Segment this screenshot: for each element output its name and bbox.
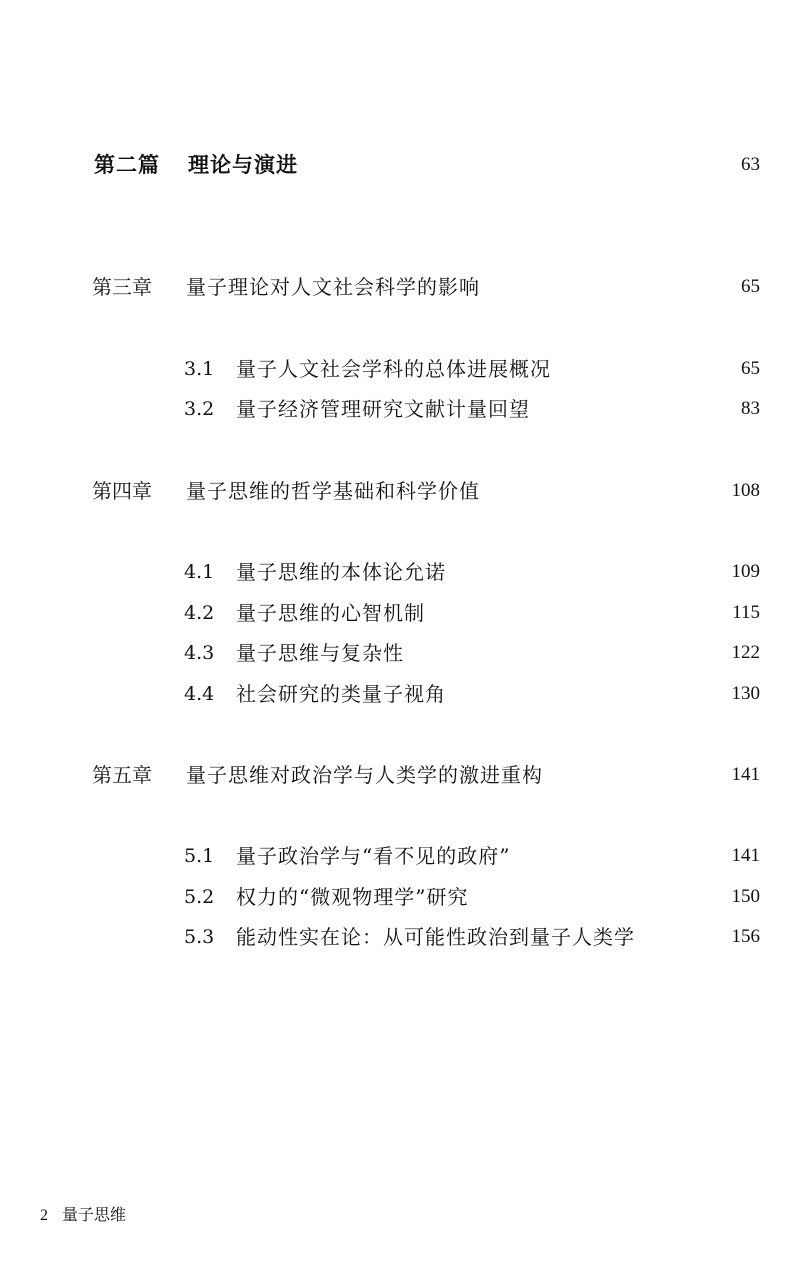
chapter-page-number: 141 [731,764,760,785]
section-title: 量子思维的心智机制 [236,601,425,625]
toc-section-entry [0,880,790,914]
toc-part-entry [0,148,790,182]
section-title: 能动性实在论：从可能性政治到量子人类学 [236,925,635,949]
toc-section-entry [0,555,790,589]
section-page-number: 115 [732,602,760,623]
part-number: 第二篇 [94,153,160,177]
section-page-number: 141 [731,845,760,866]
section-page-number: 130 [731,683,760,704]
chapter-title: 量子思维对政治学与人类学的激进重构 [186,763,543,787]
section-number: 5.2 [184,886,215,908]
chapter-page-number: 108 [731,480,760,501]
section-number: 4.2 [184,602,215,624]
section-title: 量子思维的本体论允诺 [236,560,446,584]
section-number: 5.3 [184,926,215,948]
section-title: 量子思维与复杂性 [236,641,404,665]
section-title: 量子人文社会学科的总体进展概况 [236,357,551,381]
toc-section-entry [0,920,790,954]
section-title: 量子政治学与“看不见的政府” [236,844,511,868]
chapter-title: 量子思维的哲学基础和科学价值 [186,479,480,503]
toc-section-entry [0,392,790,426]
section-number: 4.3 [184,642,215,664]
section-number: 3.1 [184,358,215,380]
toc-section-entry [0,352,790,386]
toc-section-entry [0,596,790,630]
chapter-page-number: 65 [741,276,760,297]
section-page-number: 83 [741,398,760,419]
section-number: 5.1 [184,845,215,867]
toc-chapter-entry [0,474,790,508]
section-number: 3.2 [184,398,215,420]
toc-chapter-entry [0,758,790,792]
toc-section-entry [0,839,790,873]
footer-page-number: 2 [40,1207,48,1224]
toc-section-entry [0,677,790,711]
page-footer [40,1203,126,1227]
section-title: 社会研究的类量子视角 [236,682,446,706]
chapter-title: 量子理论对人文社会科学的影响 [186,275,480,299]
part-title: 理论与演进 [188,153,298,177]
section-page-number: 150 [731,886,760,907]
section-page-number: 65 [741,358,760,379]
section-page-number: 156 [731,926,760,947]
section-number: 4.4 [184,683,215,705]
section-number: 4.1 [184,561,215,583]
chapter-number: 第三章 [92,275,152,299]
toc-section-entry [0,636,790,670]
chapter-number: 第五章 [92,763,152,787]
toc-chapter-entry [0,270,790,304]
section-page-number: 109 [731,561,760,582]
section-title: 量子经济管理研究文献计量回望 [236,397,530,421]
section-title: 权力的“微观物理学”研究 [236,885,469,909]
part-page-number: 63 [741,154,760,175]
chapter-number: 第四章 [92,479,152,503]
footer-book-title: 量子思维 [62,1205,127,1224]
section-page-number: 122 [731,642,760,663]
